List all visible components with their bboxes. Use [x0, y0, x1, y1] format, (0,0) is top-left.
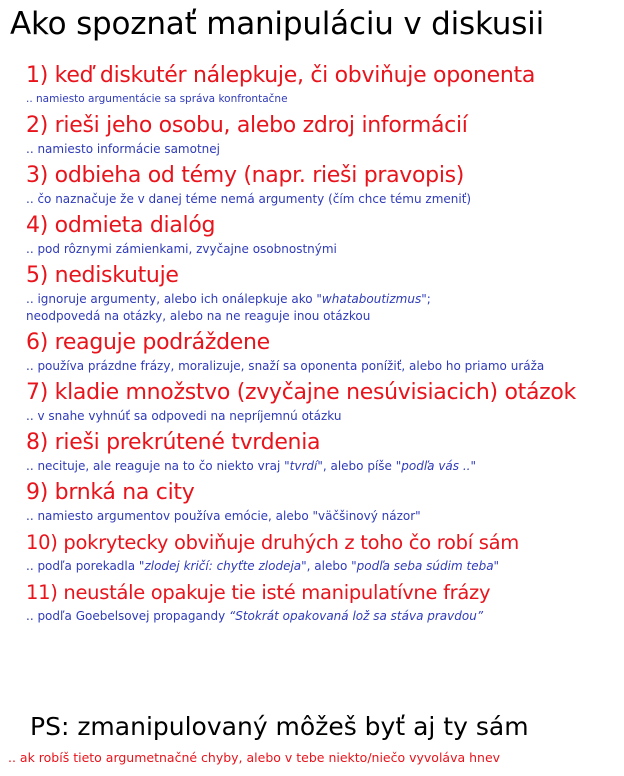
item-note — [26, 141, 618, 157]
page-title: Ako spoznať manipuláciu v diskusii — [10, 6, 545, 42]
list-item-1 — [26, 62, 618, 107]
item-title: 11) neustále opakuje tie isté manipulatívne frázy — [26, 581, 491, 604]
item-note-text: .. čo naznačuje že v danej téme nemá argumenty (čím chce tému zmeniť) — [26, 192, 472, 206]
item-note-continued — [26, 308, 618, 324]
item-note-text: , alebo — [306, 559, 352, 573]
item-title: 4) odmieta dialóg — [26, 213, 216, 238]
item-note — [26, 558, 618, 574]
item-note-text: ; — [426, 292, 431, 306]
item-note-quote: "tvrdí" — [284, 459, 323, 473]
list-item-3 — [26, 162, 618, 207]
item-note-text: .. namiesto argumentov používa emócie, alebo "väčšinový názor" — [26, 509, 421, 523]
item-note-quote: "whataboutizmus" — [316, 292, 427, 306]
item-note-text: .. podľa porekadla — [26, 559, 139, 573]
item-note-text: , alebo píše — [322, 459, 396, 473]
list-item-2 — [26, 112, 618, 157]
item-note-quote: “Stokrát opakovaná lož sa stáva pravdou” — [228, 609, 484, 623]
item-title: 9) brnká na city — [26, 480, 195, 505]
manipulation-list — [26, 62, 618, 624]
list-item-11 — [26, 579, 618, 624]
list-item-4 — [26, 212, 618, 257]
item-note — [26, 608, 618, 624]
item-title: 1) keď diskutér nálepkuje, či obviňuje oponenta — [26, 63, 536, 88]
item-note-text: .. necituje, ale reaguje na to čo niekto vraj — [26, 459, 285, 473]
item-title: 2) rieši jeho osobu, alebo zdroj informácií — [26, 113, 468, 138]
item-note — [26, 508, 618, 524]
ps-heading: PS: zmanipulovaný môžeš byť aj ty sám — [30, 712, 529, 741]
item-note-text: .. pod rôznymi zámienkami, zvyčajne osobnostnými — [26, 242, 337, 256]
item-note — [26, 241, 618, 257]
item-note — [26, 458, 618, 474]
item-note-text: .. v snahe vyhnúť sa odpovedi na nepríjemnú otázku — [26, 409, 342, 423]
list-item-8 — [26, 429, 618, 474]
item-note — [26, 191, 618, 207]
item-note — [26, 291, 618, 307]
item-title: 8) rieši prekrútené tvrdenia — [26, 430, 321, 455]
item-note-text: neodpovedá na otázky, alebo na ne reaguje inou otázkou — [26, 309, 371, 323]
item-note-quote: "zlodej kričí: chyťte zlodeja" — [138, 559, 307, 573]
item-title: 7) kladie množstvo (zvyčajne nesúvisiacich) otázok — [26, 380, 576, 405]
list-item-9 — [26, 479, 618, 524]
item-note-quote: "podľa vás .." — [395, 459, 477, 473]
list-item-6 — [26, 329, 618, 374]
item-note — [26, 358, 618, 374]
item-note — [26, 408, 618, 424]
item-title: 6) reaguje podráždene — [26, 330, 270, 355]
list-item-5 — [26, 262, 618, 324]
list-item-7 — [26, 379, 618, 424]
item-note-text: .. ignoruje argumenty, alebo ich onálepkuje ako — [26, 292, 317, 306]
ps-note: .. ak robíš tieto argumetnačné chyby, alebo v tebe niekto/niečo vyvoláva hnev — [8, 750, 501, 765]
list-item-10 — [26, 529, 618, 574]
item-title: 3) odbieha od témy (napr. rieši pravopis) — [26, 163, 465, 188]
item-note-quote: "podľa seba súdim teba" — [351, 559, 500, 573]
item-note-text: .. podľa Goebelsovej propagandy — [26, 609, 229, 623]
item-note-text: .. namiesto argumentácie sa správa konfrontačne — [26, 93, 288, 105]
item-note-text: .. namiesto informácie samotnej — [26, 142, 220, 156]
item-note-text: .. používa prázdne frázy, moralizuje, snaží sa oponenta ponížiť, alebo ho priamo uráža — [26, 359, 545, 373]
item-title: 5) nediskutuje — [26, 263, 179, 288]
item-title: 10) pokrytecky obviňuje druhých z toho čo robí sám — [26, 531, 519, 554]
item-note — [26, 91, 618, 107]
